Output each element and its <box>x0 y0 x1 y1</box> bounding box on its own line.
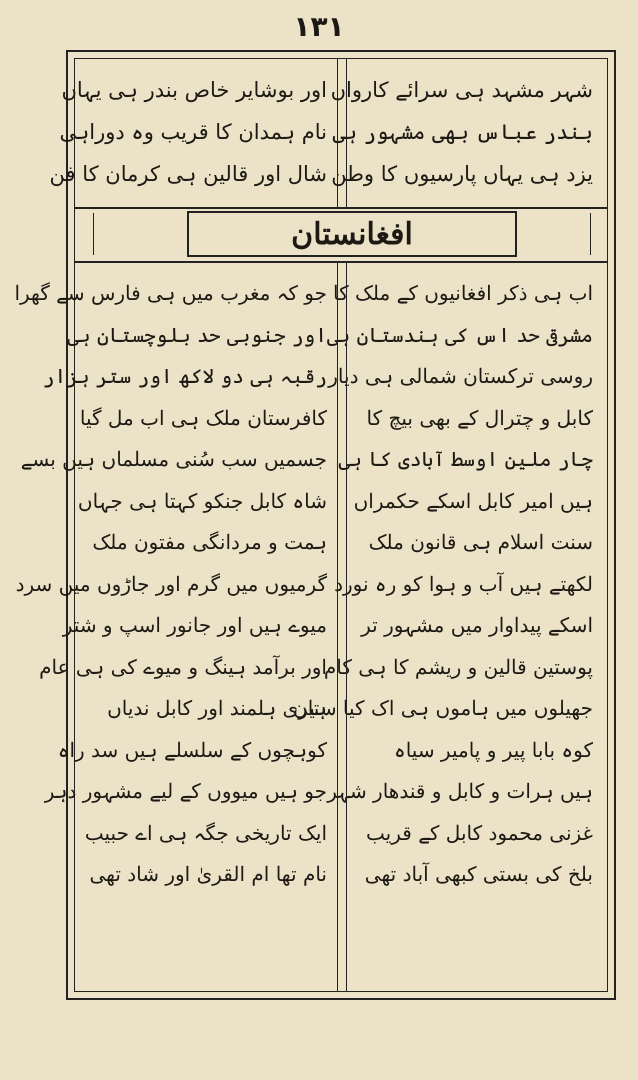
verse-line: کوہ بابا پیر و پامیر سیاہ <box>393 737 593 762</box>
column-divider <box>337 59 347 207</box>
column-divider <box>337 263 347 991</box>
verse-line: شہر مشہد ہی سرائے کارواں <box>330 78 593 102</box>
verse-line: یزد ہی یہاں پارسیوں کا وطن <box>331 162 593 186</box>
verse-line: پوستین قالین و ریشم کا ہی کام <box>323 654 593 679</box>
verse-line: سنت اسلام ہی قانون ملک <box>368 530 593 554</box>
verse-line: شاہ کابل جنکو کہتا ہی جہاں <box>77 488 327 513</box>
verse-line: اور جنوبی حد بلوچستان ہی <box>67 322 327 347</box>
verse-line: ہیں ہرات و کابل و قندھار شہر <box>327 779 593 803</box>
verse-line: نام تھا ام القریٰ اور شاد تھی <box>89 862 327 886</box>
top-verse-block <box>49 59 607 209</box>
verse-line: ہمت و مردانگی مفتون ملک <box>92 530 327 554</box>
page-border <box>14 50 616 1000</box>
verse-line: گرمیوں میں گرم اور جاڑوں میں سرد <box>15 571 327 596</box>
verse-line: اب ہی ذکر افغانیوں کے ملک کا <box>333 281 593 305</box>
verse-line: بندر عباس بھی مشہور ہی <box>332 120 593 144</box>
heading-box <box>187 211 517 257</box>
top-right-column <box>330 59 607 207</box>
verse-line: ہیری ہلمند اور کابل ندیاں <box>107 696 327 720</box>
top-left-column <box>49 59 337 207</box>
verse-line: ہیں امیر کابل اسکے حکمراں <box>353 488 593 513</box>
verse-line: چار ملین اوسط آبادی کا ہی <box>338 447 593 471</box>
band-rule-right <box>590 213 591 255</box>
verse-line: کابل و چترال کے بھی بیچ کا <box>366 405 593 430</box>
band-rule-left <box>93 213 94 255</box>
verse-line: اور برآمد ہینگ و میوے کی ہی عام <box>39 654 327 679</box>
verse-line: جھیلوں میں ہاموں ہی اک کیا ستان <box>293 696 593 720</box>
verse-line: مشرقی حد اس کی ہندستان ہی <box>326 322 593 347</box>
heading-band <box>75 207 607 263</box>
verse-line: اور بوشایر خاص بندر ہی یہاں <box>61 78 327 102</box>
body-right-column <box>293 263 607 991</box>
verse-line: جو کہ مغرب میں ہی فارس سے گھرا <box>14 281 327 305</box>
verse-line: شال اور قالین ہی کرمان کا فن <box>49 162 327 186</box>
verse-line: رقبہ ہی دو لاکھ اور ستر ہزار <box>42 364 327 388</box>
body-left-column <box>14 263 337 991</box>
verse-line: جسمیں سب سُنی مسلماں ہیں بسے <box>20 447 327 471</box>
verse-line: نام ہمدان کا قریب وہ دوراہی <box>59 120 327 144</box>
page-number: ۱۳۱ <box>293 10 345 43</box>
verse-line: ایک تاریخی جگہ ہی اے حبیب <box>84 820 327 845</box>
verse-line: اسکے پیداوار میں مشہور تر <box>361 613 593 637</box>
body-verse-block <box>14 263 607 991</box>
verse-line: کوہچوں کے سلسلے ہیں سد راہ <box>57 737 327 762</box>
verse-line: غزنی محمود کابل کے قریب <box>366 820 593 845</box>
section-heading: افغانستان <box>291 217 413 252</box>
verse-line: بلخ کی بستی کبھی آباد تھی <box>364 862 593 886</box>
verse-line: روسی ترکستان شمالی ہی دیار <box>328 364 593 388</box>
verse-line: لکھتے ہیں آب و ہوا کو رہ نورد <box>334 571 593 596</box>
verse-line: کافرستان ملک ہی اب مل گیا <box>79 405 327 430</box>
verse-line: میوے ہیں اور جانور اسپ و شتر <box>62 613 327 637</box>
inner-border <box>14 58 608 992</box>
verse-line: جو ہیں میووں کے لیے مشہور دہر <box>44 779 327 803</box>
